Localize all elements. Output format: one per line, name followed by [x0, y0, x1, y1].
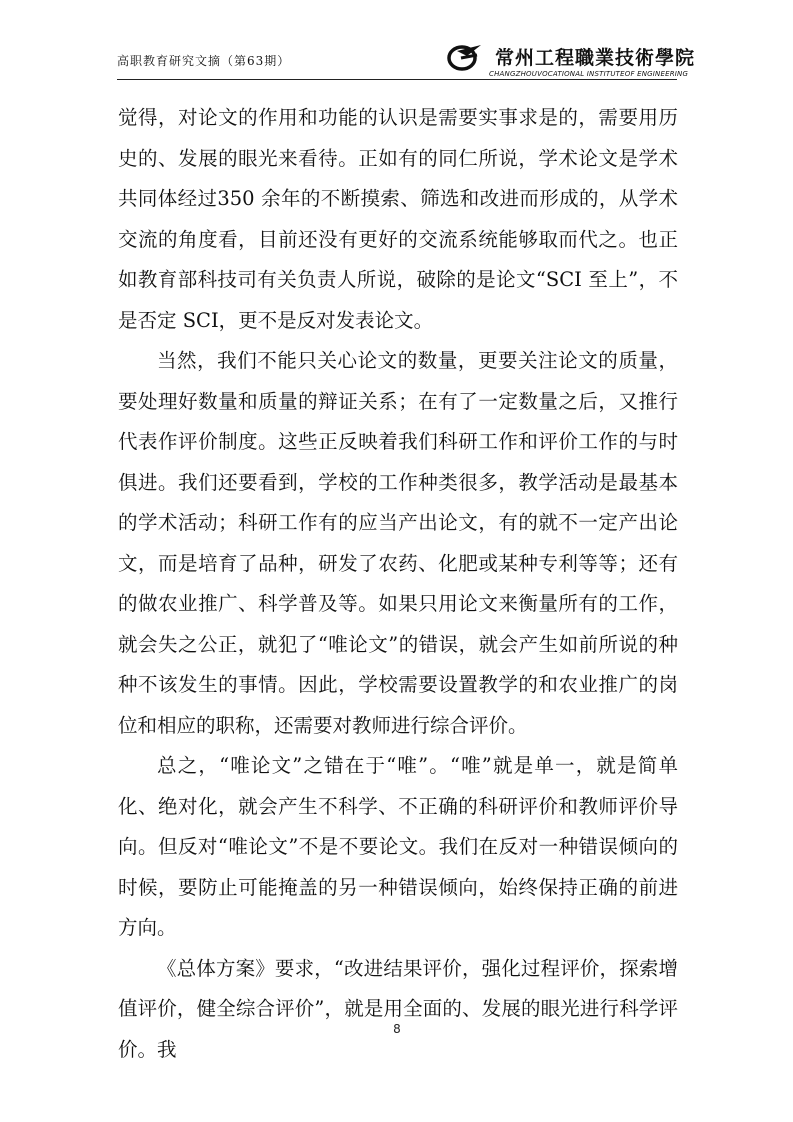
school-name: 常州工程職業技術學院 — [495, 47, 696, 69]
journal-title: 高职教育研究文摘（第63期） — [117, 54, 291, 68]
page-header — [117, 40, 696, 80]
school-name-english: CHANGZHOUVOCATIONAL INSTITUTEOF ENGINEERING — [489, 70, 689, 78]
school-logo-icon — [447, 42, 487, 72]
paragraph: 总之，“唯论文”之错在于“唯”。“唯”就是单一，就是简单化、绝对化，就会产生不科学、不正确的科研评价和教师评价导向。但反对“唯论文”不是不要论文。我们在反对一种错误倾向的时候，要防止可能掩盖的另一种错误倾向，始终保持正确的前进方向。 — [118, 754, 678, 939]
paragraph: 当然，我们不能只关心论文的数量，更要关注论文的质量，要处理好数量和质量的辩证关系；在有了一定数量之后，又推行代表作评价制度。这些正反映着我们科研工作和评价工作的与时俱进。我们还要看到，学校的工作种类很多，教学活动是最基本的学术活动；科研工作有的应当产出论文，有的就不一定产出论文，而是培育了品种，研发了农药、化肥或某种专利等等；还有的做农业推广、科学普及等。如果只用论文来衡量所有的工作，就会失之公正，就犯了“唯论文”的错误，就会产生如前所说的种种不该发生的事情。因此，学校需要设置教学的和农业推广的岗位和相应的职称，还需要对教师进行综合评价。 — [118, 349, 678, 737]
paragraph-continued: 觉得，对论文的作用和功能的认识是需要实事求是的，需要用历史的、发展的眼光来看待。正如有的同仁所说，学术论文是学术共同体经过350 余年的不断摸索、筛选和改进而形成的，从学术交流的角度看，目前还没有更好的交流系统能够取而代之。也正如教育部科技司有关负责人所说，破除的是论文“SCI 至上”，不是否定 SCI，更不是反对发表论文。 — [118, 106, 678, 332]
paragraph: 《总体方案》要求，“改进结果评价，强化过程评价，探索增值评价，健全综合评价”，就是用全面的、发展的眼光进行科学评价。我 — [118, 956, 678, 1061]
header-divider — [117, 79, 677, 80]
article-body — [118, 98, 678, 1070]
page-number: 8 — [393, 1022, 401, 1036]
